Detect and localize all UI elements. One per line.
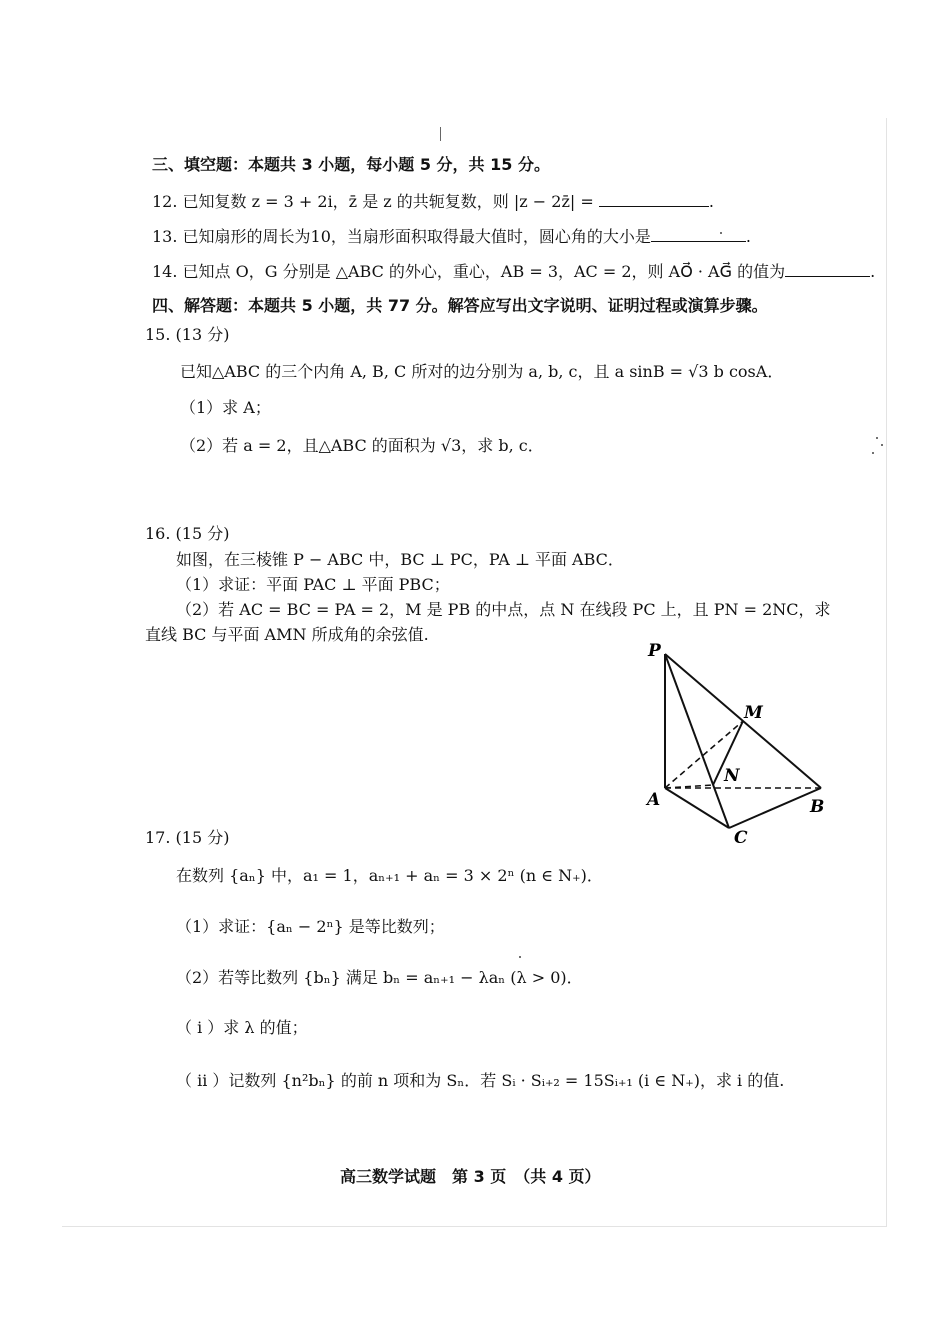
q14-text: 14. 已知点 O，G 分别是 △ABC 的外心，重心，AB = 3，AC = 2，则 AO⃗ · AG⃗ 的值为 xyxy=(152,262,786,281)
section4-heading: 四、解答题：本题共 5 小题，共 77 分。解答应写出文字说明、证明过程或演算步骤。 xyxy=(152,296,768,315)
q17-part2: （2）若等比数列 {bₙ} 满足 bₙ = aₙ₊₁ − λaₙ (λ > 0)． xyxy=(176,968,583,987)
edge-bc xyxy=(729,788,821,828)
q15-part2: （2）若 a = 2，且△ABC 的面积为 √3，求 b, c． xyxy=(180,436,544,455)
q17-number: 17. (15 分) xyxy=(145,828,230,847)
label-n: N xyxy=(724,766,740,786)
q17-sub-i: （ i ）求 λ 的值； xyxy=(176,1018,308,1037)
q14-answer-blank[interactable] xyxy=(785,260,870,277)
q16-part2a: （2）若 AC = BC = PA = 2，M 是 PB 的中点，点 N 在线段 PC 上，且 PN = 2NC，求 xyxy=(176,600,831,619)
q13-answer-blank[interactable] xyxy=(651,225,746,242)
q16-number: 16. (15 分) xyxy=(145,524,230,543)
q14-line xyxy=(152,260,875,282)
q12-answer-blank[interactable] xyxy=(599,190,709,207)
q17-stem: 在数列 {aₙ} 中，a₁ = 1，aₙ₊₁ + aₙ = 3 × 2ⁿ (n ∈ N₊)． xyxy=(176,866,603,885)
label-c: C xyxy=(734,828,748,848)
q14-end: . xyxy=(870,262,876,281)
label-m: M xyxy=(744,703,763,723)
scan-speck xyxy=(519,956,521,958)
label-a: A xyxy=(647,790,661,810)
scan-speck xyxy=(872,452,874,454)
section3-heading: 三、填空题：本题共 3 小题，每小题 5 分，共 15 分。 xyxy=(152,155,550,174)
q12-text: 12. 已知复数 z = 3 + 2i，z̄ 是 z 的共轭复数，则 |z − 2z̄| = xyxy=(152,192,594,211)
tetrahedron-figure xyxy=(638,638,838,848)
q12-line xyxy=(152,190,714,212)
q13-text: 13. 已知扇形的周长为10，当扇形面积取得最大值时，圆心角的大小是 xyxy=(152,227,651,246)
q16-part2b: 直线 BC 与平面 AMN 所成角的余弦值. xyxy=(145,625,429,644)
scan-speck xyxy=(876,437,878,439)
q12-end: . xyxy=(708,192,714,211)
q15-number: 15. (13 分) xyxy=(145,325,230,344)
q15-stem: 已知△ABC 的三个内角 A, B, C 所对的边分别为 a, b, c，且 a sinB = √3 b cosA． xyxy=(180,362,784,381)
q17-part1: （1）求证：{aₙ − 2ⁿ} 是等比数列； xyxy=(176,917,445,936)
edge-ac xyxy=(665,788,729,828)
q13-line xyxy=(152,225,751,247)
label-p: P xyxy=(648,641,661,661)
scan-speck xyxy=(881,444,883,446)
q17-sub-ii: （ ii ）记数列 {n²bₙ} 的前 n 项和为 Sₙ．若 Sᵢ · Sᵢ₊₂ = 15Sᵢ₊₁ (i ∈ N₊)，求 i 的值. xyxy=(176,1071,785,1090)
scan-mark xyxy=(440,127,441,141)
page-footer: 高三数学试题 第 3 页 （共 4 页） xyxy=(340,1167,601,1186)
q13-end: . xyxy=(745,227,751,246)
q16-part1: （1）求证：平面 PAC ⊥ 平面 PBC； xyxy=(176,575,450,594)
label-b: B xyxy=(810,797,825,817)
q16-stem: 如图，在三棱锥 P − ABC 中，BC ⊥ PC，PA ⊥ 平面 ABC． xyxy=(176,550,624,569)
q15-part1: （1）求 A； xyxy=(180,398,271,417)
